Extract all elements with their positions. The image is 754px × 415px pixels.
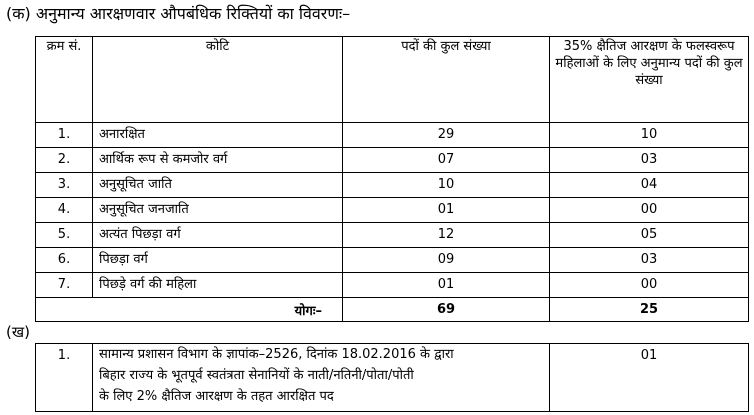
freedom-fighter-table: [35, 343, 749, 412]
row-women: 05: [550, 223, 749, 248]
row-category: आर्थिक रूप से कमजोर वर्ग: [93, 148, 343, 173]
total-row: [36, 298, 749, 322]
row-serial: 3.: [36, 173, 93, 198]
row-serial: 6.: [36, 248, 93, 273]
row-value: 01: [550, 344, 749, 412]
page-heading: (क) अनुमान्य आरक्षणवार औपबंधिक रिक्तियों का विवरणः–: [6, 4, 351, 23]
row-total: 29: [343, 123, 550, 148]
row-serial: 7.: [36, 273, 93, 298]
table-row: [36, 123, 749, 148]
total-women-value: 25: [550, 298, 749, 322]
row-category: अत्यंत पिछड़ा वर्ग: [93, 223, 343, 248]
row-total: 12: [343, 223, 550, 248]
total-label: योगः–: [36, 298, 343, 322]
table-row: [36, 344, 749, 412]
table-row: [36, 148, 749, 173]
total-posts-value: 69: [343, 298, 550, 322]
row-serial: 5.: [36, 223, 93, 248]
row-description: [93, 344, 550, 412]
row-total: 01: [343, 273, 550, 298]
row-category: अनुसूचित जाति: [93, 173, 343, 198]
row-women: 00: [550, 273, 749, 298]
description-line-1: सामान्य प्रशासन विभाग के ज्ञापांक–2526, दिनांक 18.02.2016 के द्वारा: [99, 347, 454, 362]
table-header-row: [36, 37, 749, 123]
row-serial: 1.: [36, 123, 93, 148]
row-women: 10: [550, 123, 749, 148]
row-category: अनुसूचित जनजाति: [93, 198, 343, 223]
table-row: [36, 248, 749, 273]
row-women: 04: [550, 173, 749, 198]
table-row: [36, 223, 749, 248]
header-serial: क्रम सं.: [36, 37, 93, 123]
row-total: 09: [343, 248, 550, 273]
row-total: 10: [343, 173, 550, 198]
row-category: पिछड़ा वर्ग: [93, 248, 343, 273]
row-category: पिछड़े वर्ग की महिला: [93, 273, 343, 298]
section-kh-label: (ख): [6, 323, 30, 341]
table-row: [36, 198, 749, 223]
row-women: 00: [550, 198, 749, 223]
description-line-2: बिहार राज्य के भूतपूर्व स्वतंत्रता सेनानियों के नाती/नतिनी/पोता/पोती: [99, 368, 414, 383]
row-category: अनारक्षित: [93, 123, 343, 148]
vacancy-table: [35, 36, 749, 322]
row-women: 03: [550, 248, 749, 273]
row-total: 07: [343, 148, 550, 173]
row-serial: 1.: [36, 344, 93, 412]
table-row: [36, 273, 749, 298]
header-total-posts: पदों की कुल संख्या: [343, 37, 550, 123]
header-category: कोटि: [93, 37, 343, 123]
table-row: [36, 173, 749, 198]
row-total: 01: [343, 198, 550, 223]
description-line-3: के लिए 2% क्षैतिज आरक्षण के तहत आरक्षित पद: [99, 389, 334, 404]
row-women: 03: [550, 148, 749, 173]
header-women-posts: 35% क्षैतिज आरक्षण के फलस्वरूप महिलाओं के लिए अनुमान्य पदों की कुल संख्या: [550, 37, 749, 123]
row-serial: 4.: [36, 198, 93, 223]
row-serial: 2.: [36, 148, 93, 173]
